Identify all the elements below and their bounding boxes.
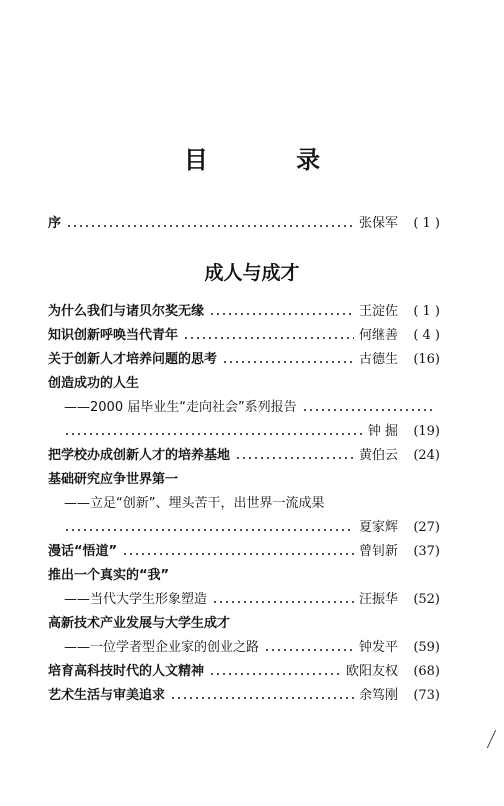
toc-entry-page: (37) xyxy=(413,544,440,559)
dot-leader xyxy=(212,601,354,603)
toc-entry-title: 为什么我们与诸贝尔奖无缘 xyxy=(48,304,205,319)
toc-entry-title: 创造成功的人生 xyxy=(48,376,140,391)
dot-leader xyxy=(183,337,354,339)
toc-entry-author: 曾钊新 xyxy=(358,544,398,559)
toc-entry-page: (52) xyxy=(413,592,440,607)
dot-leader xyxy=(264,649,354,651)
toc-entry[interactable] xyxy=(48,662,440,682)
toc-entry-page: (19) xyxy=(413,424,440,439)
toc-entry[interactable] xyxy=(48,326,440,346)
toc-entry-title: 推出一个真实的“我” xyxy=(48,568,170,583)
toc-entry-preface[interactable] xyxy=(48,214,440,234)
toc-entry[interactable] xyxy=(48,302,440,322)
toc-entry-author: 夏家辉 xyxy=(358,520,398,535)
toc-entry-author: 钟发平 xyxy=(358,640,398,655)
toc-entry-heading[interactable] xyxy=(48,470,440,490)
toc-entry-title: 基础研究应争世界第一 xyxy=(48,472,179,487)
toc-entry-subtitle: ——立足“创新”、埋头苦干，出世界一流成果 xyxy=(64,496,325,511)
dot-leader xyxy=(122,553,354,555)
toc-entry-author: 欧阳友权 xyxy=(345,664,398,679)
toc-entry-title: 漫话“悟道” xyxy=(48,544,118,559)
toc-entry-page: ( 1 ) xyxy=(413,216,440,231)
toc-entry-title: 艺术生活与审美追求 xyxy=(48,688,166,703)
toc-entry-heading[interactable] xyxy=(48,374,440,394)
dot-leader xyxy=(302,409,435,411)
toc-entry-author: 钟 掘 xyxy=(367,424,398,439)
toc-entry[interactable] xyxy=(48,542,440,562)
toc-entry[interactable] xyxy=(48,350,440,370)
toc-entry-subtitle-line[interactable] xyxy=(64,398,440,418)
dot-leader xyxy=(209,673,341,675)
toc-entry-page: (59) xyxy=(413,640,440,655)
toc-entry-heading[interactable] xyxy=(48,614,440,634)
page-title: 目 录 xyxy=(183,146,361,174)
toc-entry-page: ( 1 ) xyxy=(413,304,440,319)
dot-leader xyxy=(66,225,354,227)
toc-entry-author: 张保军 xyxy=(358,216,398,231)
dot-leader xyxy=(235,457,354,459)
toc-entry-heading[interactable] xyxy=(48,566,440,586)
toc-entry-author-line[interactable] xyxy=(64,422,440,442)
toc-entry[interactable] xyxy=(48,686,440,706)
toc-entry-author: 余笃刚 xyxy=(358,688,398,703)
toc-entry-title: 培育高科技时代的人文精神 xyxy=(48,664,205,679)
toc-entry-page: (68) xyxy=(413,664,440,679)
toc-entry-subtitle-line[interactable] xyxy=(64,590,440,610)
toc-entry-title: 序 xyxy=(48,216,62,231)
section-title: 成人与成才 xyxy=(204,262,300,284)
toc-entry-author: 古德生 xyxy=(358,352,398,367)
dot-leader xyxy=(209,313,354,315)
toc-entry[interactable] xyxy=(48,446,440,466)
toc-entry-subtitle: ——一位学者型企业家的创业之路 xyxy=(64,640,260,655)
toc-entry-page: (73) xyxy=(413,688,440,703)
dot-leader xyxy=(64,433,363,435)
toc-entry-title: 把学校办成创新人才的培养基地 xyxy=(48,448,231,463)
toc-entry-author: 黄伯云 xyxy=(358,448,398,463)
dot-leader xyxy=(64,529,354,531)
toc-entry-page: (27) xyxy=(413,520,440,535)
toc-entry-subtitle: ——当代大学生形象塑造 xyxy=(64,592,208,607)
toc-entry-author-line[interactable] xyxy=(64,518,440,538)
toc-entry-title: 知识创新呼唤当代青年 xyxy=(48,328,179,343)
toc-entry-title: 高新技术产业发展与大学生成才 xyxy=(48,616,231,631)
toc-entry-author: 王淀佐 xyxy=(358,304,398,319)
toc-entry-subtitle-line[interactable] xyxy=(64,494,440,514)
toc-entry-page: ( 4 ) xyxy=(413,328,440,343)
toc-entry-author: 汪振华 xyxy=(358,592,398,607)
toc-entry-subtitle: ——2000 届毕业生“走向社会”系列报告 xyxy=(64,400,297,415)
toc-entry-title: 关于创新人才培养问题的思考 xyxy=(48,352,218,367)
dot-leader xyxy=(170,697,354,699)
toc-entry-subtitle-line[interactable] xyxy=(64,638,440,658)
page-corner-mark xyxy=(487,730,504,748)
toc-entry-author: 何继善 xyxy=(358,328,398,343)
dot-leader xyxy=(222,361,354,363)
toc-entry-page: (24) xyxy=(413,448,440,463)
toc-entry-page: (16) xyxy=(413,352,440,367)
